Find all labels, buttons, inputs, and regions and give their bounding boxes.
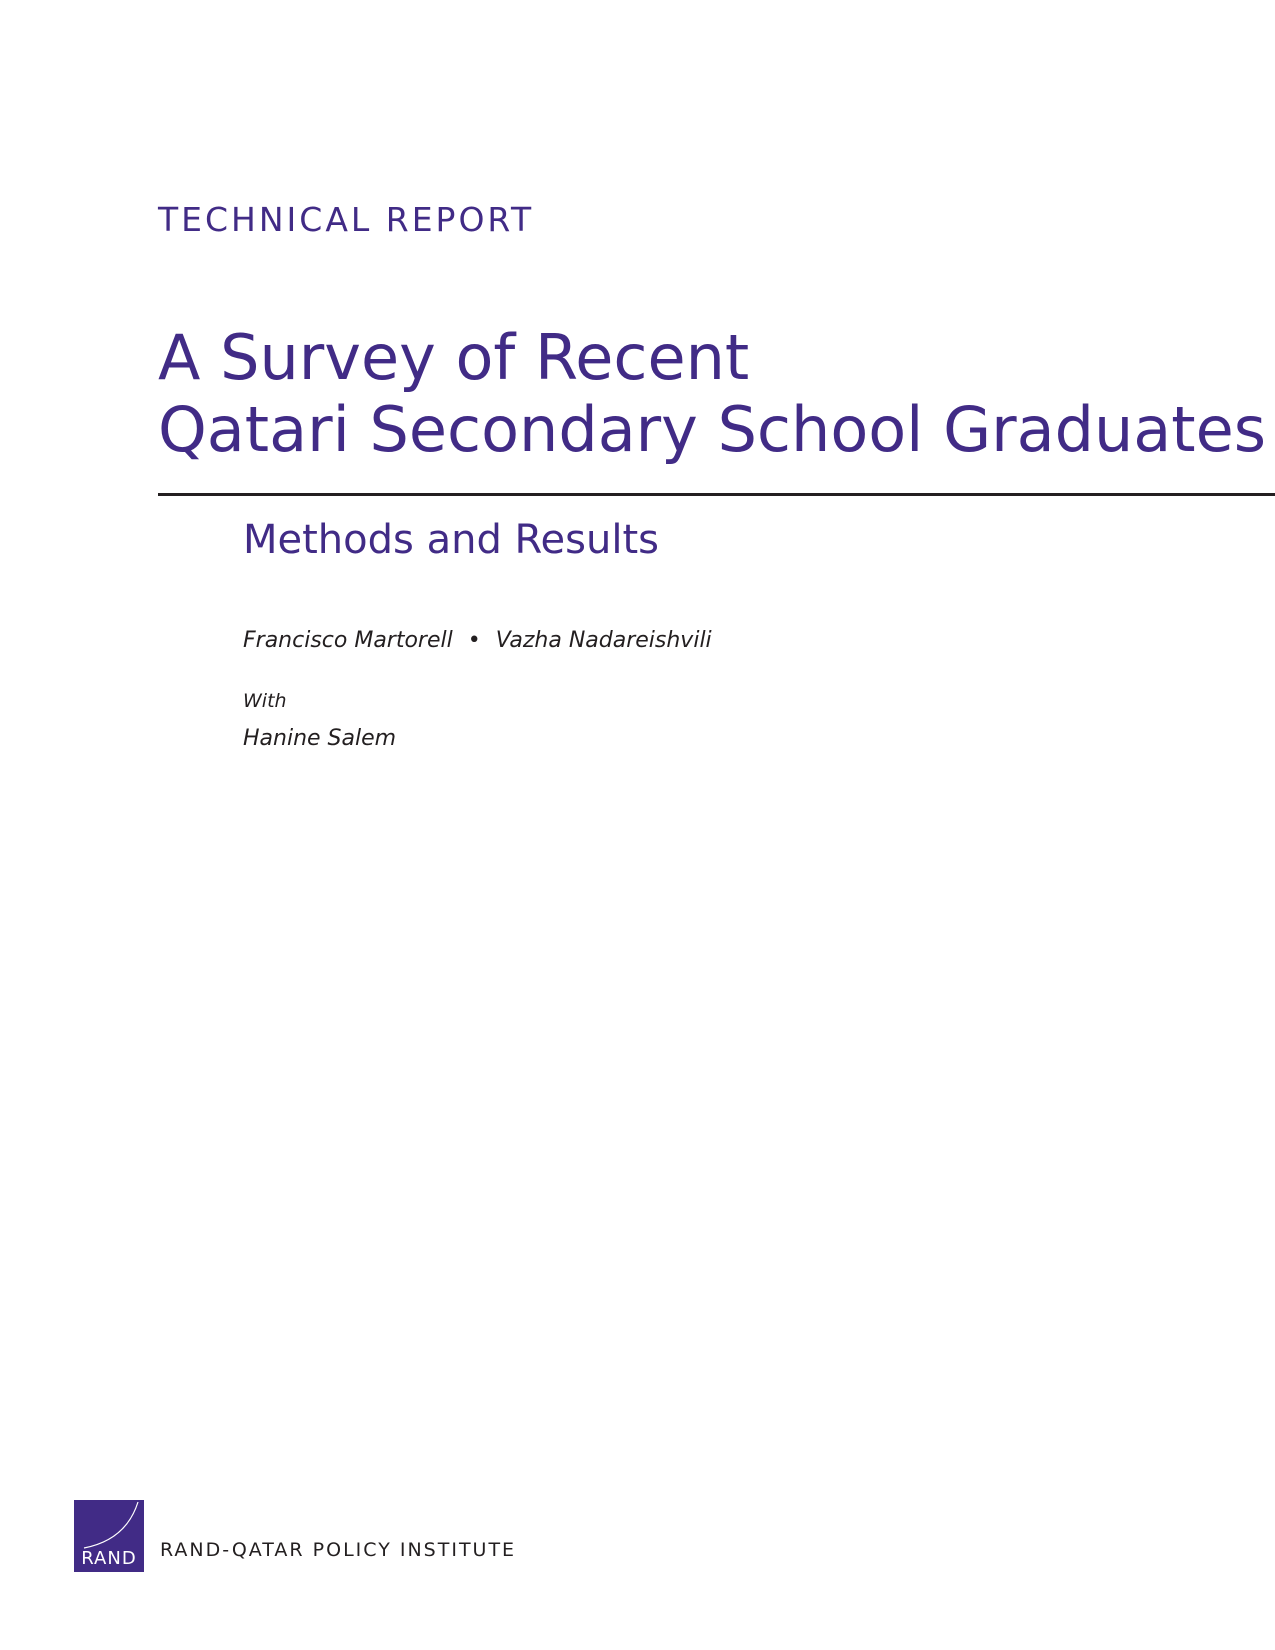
report-subtitle: Methods and Results (243, 517, 659, 563)
author-list (243, 628, 712, 654)
contributor-label: With (243, 690, 287, 712)
report-title-line-2: Qatari Secondary School Graduates (158, 393, 1267, 466)
title-divider (158, 493, 1275, 496)
author-name: Vazha Nadareishvili (495, 628, 712, 653)
author-name: Francisco Martorell (243, 628, 453, 653)
author-separator: • (467, 628, 481, 653)
institute-name: RAND-QATAR POLICY INSTITUTE (160, 1539, 517, 1561)
report-title (158, 321, 1267, 466)
series-label: TECHNICAL REPORT (158, 200, 535, 239)
report-title-line-1: A Survey of Recent (158, 321, 750, 394)
contributor-name: Hanine Salem (243, 726, 397, 751)
rand-logo (74, 1500, 144, 1572)
rand-logo-text: RAND (81, 1548, 137, 1569)
